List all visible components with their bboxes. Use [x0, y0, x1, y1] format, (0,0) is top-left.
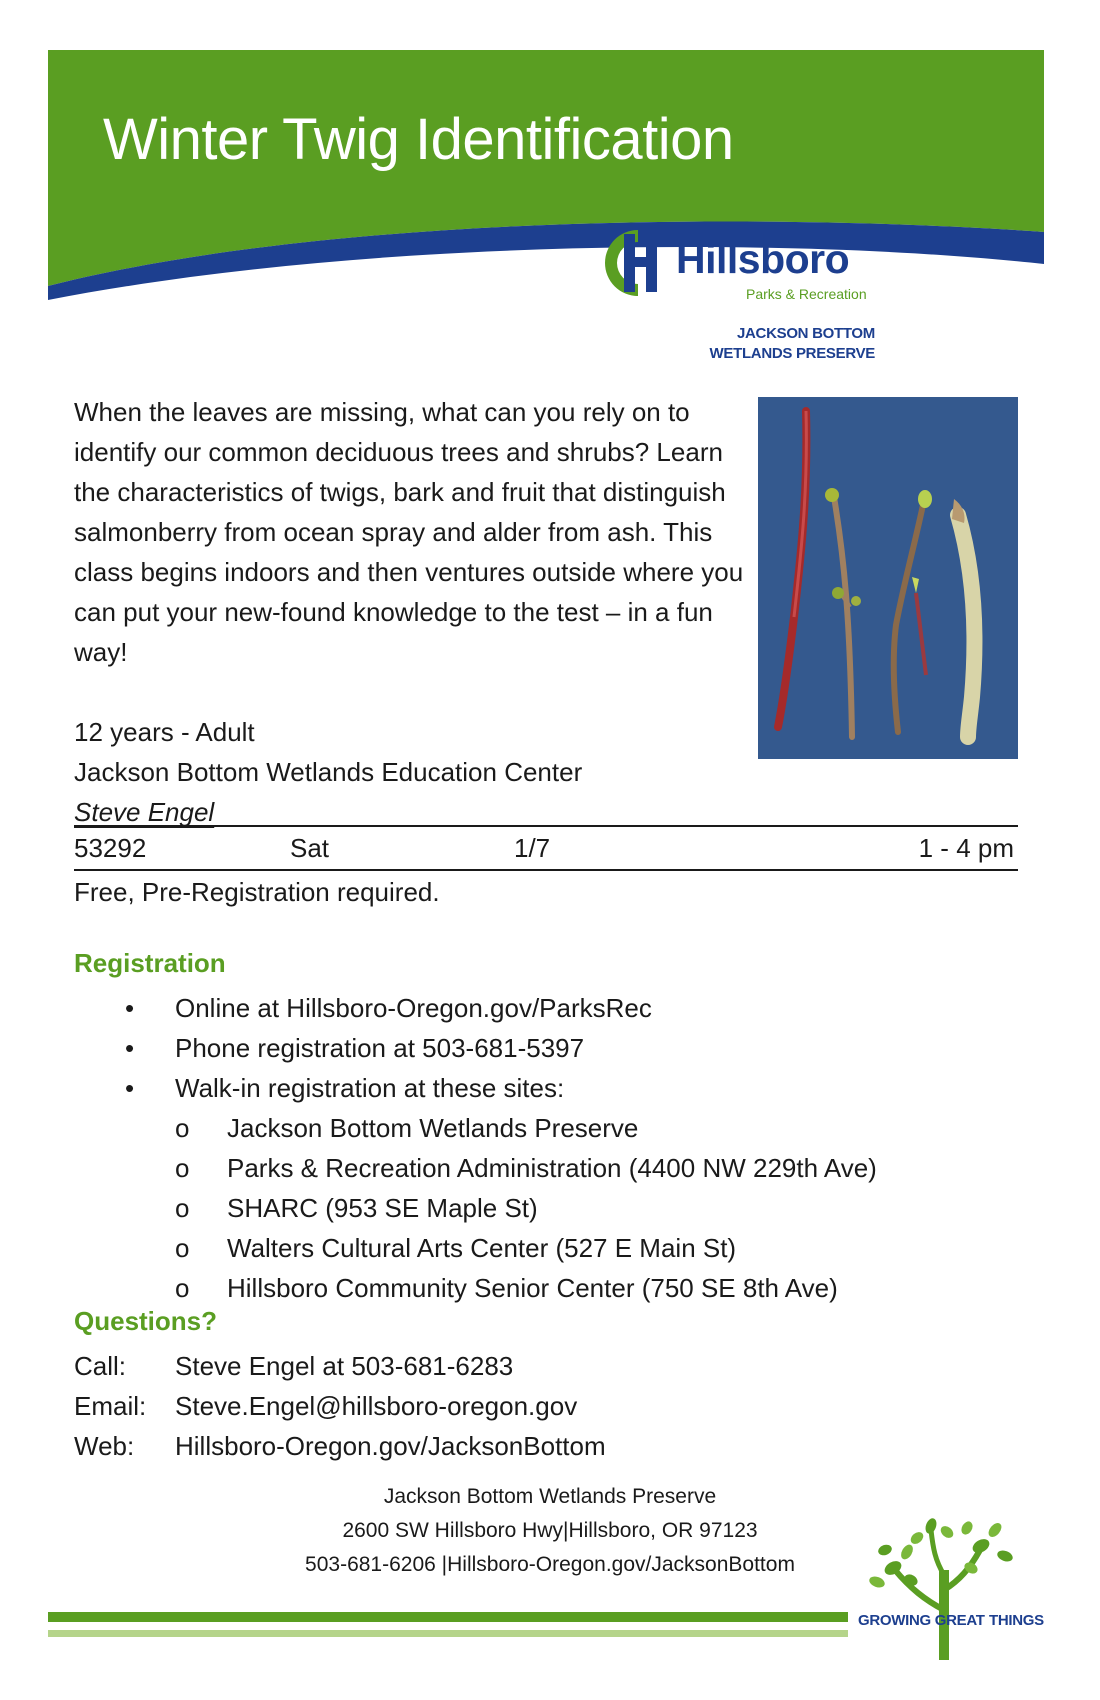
slogan-left: GROWING GREAT — [858, 1612, 985, 1629]
bullet-icon: • — [125, 1073, 135, 1103]
site-name: Hillsboro Community Senior Center (750 SE 8th Ave) — [227, 1273, 838, 1303]
sub-bullet-icon: o — [175, 1113, 190, 1143]
registration-walkin: Walk-in registration at these sites: — [175, 1073, 565, 1103]
registration-phone: Phone registration at 503-681-5397 — [175, 1033, 585, 1063]
logo-subtitle: Parks & Recreation — [746, 286, 867, 302]
contact-web-link[interactable]: Hillsboro-Oregon.gov/JacksonBottom — [175, 1431, 606, 1461]
contact-label: Email: — [74, 1391, 147, 1421]
footer-address — [200, 1480, 900, 1582]
preserve-name-line2: WETLANDS PRESERVE — [709, 345, 875, 362]
footer-divider — [48, 1630, 848, 1637]
course-time: 1 - 4 pm — [918, 833, 1014, 863]
questions-heading: Questions? — [74, 1306, 218, 1336]
course-number: 53292 — [74, 833, 147, 863]
contact-phone: Steve Engel at 503-681-6283 — [175, 1351, 514, 1381]
footer-line3: 503-681-6206 |Hillsboro-Oregon.gov/JacksonBottom — [305, 1553, 795, 1576]
site-name: SHARC (953 SE Maple St) — [227, 1193, 538, 1223]
sub-bullet-icon: o — [175, 1153, 190, 1183]
page-title: Winter Twig Identification — [103, 107, 734, 172]
sub-bullet-icon: o — [175, 1273, 190, 1303]
sub-bullet-icon: o — [175, 1193, 190, 1223]
instructor-name: Steve Engel — [74, 797, 215, 827]
slogan-right: THINGS — [989, 1612, 1044, 1629]
fee-note: Free, Pre-Registration required. — [74, 877, 440, 907]
schedule-row — [74, 825, 1018, 871]
sub-bullet-icon: o — [175, 1233, 190, 1263]
preserve-name — [690, 324, 875, 364]
footer-divider — [48, 1612, 848, 1622]
site-name: Jackson Bottom Wetlands Preserve — [227, 1113, 639, 1143]
contact-label: Call: — [74, 1351, 127, 1381]
twig-photo — [758, 397, 1018, 759]
site-name: Walters Cultural Arts Center (527 E Main St) — [227, 1233, 737, 1263]
header-banner — [48, 50, 1044, 300]
bullet-icon: • — [125, 1033, 135, 1063]
footer-line1: Jackson Bottom Wetlands Preserve — [383, 1485, 717, 1508]
course-day: Sat — [290, 833, 330, 863]
logo-name: Hillsboro — [676, 236, 850, 282]
bullet-icon: • — [125, 993, 135, 1023]
registration-online[interactable]: Online at Hillsboro-Oregon.gov/ParksRec — [175, 993, 652, 1023]
course-date: 1/7 — [514, 833, 551, 863]
age-range: 12 years - Adult — [74, 717, 255, 747]
class-location: Jackson Bottom Wetlands Education Center — [74, 757, 583, 787]
footer-line2: 2600 SW Hillsboro Hwy|Hillsboro, OR 97123 — [342, 1519, 758, 1542]
contact-email-link[interactable]: Steve.Engel@hillsboro-oregon.gov — [175, 1391, 578, 1421]
preserve-name-line1: JACKSON BOTTOM — [736, 325, 875, 342]
tree-icon — [855, 1510, 1045, 1660]
site-name: Parks & Recreation Administration (4400 NW 229th Ave) — [227, 1153, 877, 1183]
hillsboro-logo-icon — [602, 228, 668, 298]
class-description: When the leaves are missing, what can you rely on to identify our common deciduous trees and shrubs? Learn the characteristics of twigs, bark and fruit that distinguish salmonberry from ocean spray and alder from ash. This class begins indoors and then ventures outside where you can put your new-found knowledge to the test – in a fun way! — [74, 397, 744, 667]
contact-label: Web: — [74, 1431, 135, 1461]
registration-heading: Registration — [74, 948, 226, 978]
